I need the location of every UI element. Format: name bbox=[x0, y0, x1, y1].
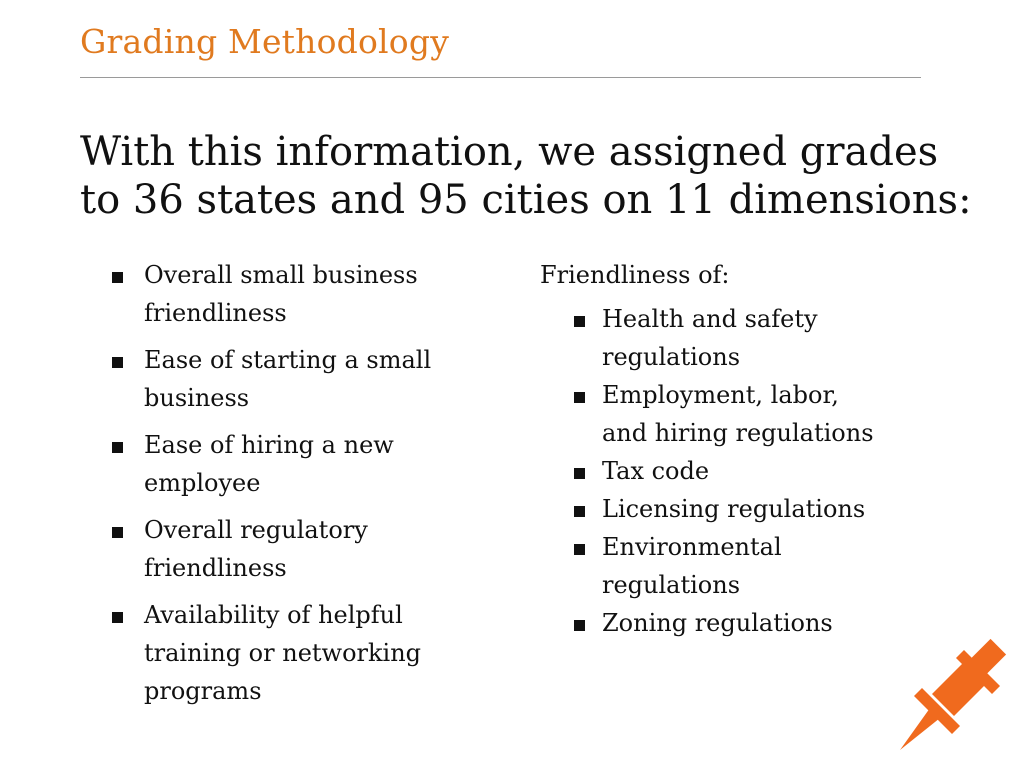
square-bullet-icon bbox=[112, 442, 123, 453]
list-item-text: Environmental regulations bbox=[602, 533, 782, 599]
square-bullet-icon bbox=[574, 544, 585, 555]
list-item-text: Overall regulatory friendliness bbox=[144, 516, 368, 582]
left-column bbox=[110, 256, 490, 719]
list-item-text: Ease of hiring a new employee bbox=[144, 431, 394, 497]
list-item bbox=[572, 452, 880, 490]
headline: With this information, we assigned grades to 36 states and 95 cities on 11 dimensions: bbox=[80, 129, 972, 223]
dimension-list-right bbox=[572, 300, 880, 642]
right-column bbox=[540, 256, 880, 642]
list-item bbox=[110, 341, 490, 417]
square-bullet-icon bbox=[574, 392, 585, 403]
square-bullet-icon bbox=[574, 468, 585, 479]
list-item-text: Employment, labor, and hiring regulations bbox=[602, 381, 874, 447]
list-item-text: Ease of starting a small business bbox=[144, 346, 432, 412]
list-item bbox=[572, 604, 880, 642]
list-item bbox=[110, 426, 490, 502]
square-bullet-icon bbox=[574, 620, 585, 631]
list-item bbox=[572, 490, 880, 528]
title-rule bbox=[80, 77, 921, 78]
square-bullet-icon bbox=[112, 357, 123, 368]
square-bullet-icon bbox=[112, 612, 123, 623]
list-item bbox=[572, 528, 880, 604]
list-item bbox=[572, 376, 880, 452]
list-item-text: Health and safety regulations bbox=[602, 305, 818, 371]
list-item bbox=[572, 300, 880, 376]
list-item-text: Tax code bbox=[602, 457, 710, 485]
dimension-list-left bbox=[110, 256, 490, 710]
square-bullet-icon bbox=[574, 506, 585, 517]
square-bullet-icon bbox=[112, 272, 123, 283]
list-item-text: Licensing regulations bbox=[602, 495, 866, 523]
list-item-text: Availability of helpful training or networking programs bbox=[144, 601, 422, 705]
list-item bbox=[110, 596, 490, 710]
list-item-text: Overall small business friendliness bbox=[144, 261, 418, 327]
square-bullet-icon bbox=[112, 527, 123, 538]
friendliness-heading: Friendliness of: bbox=[540, 261, 730, 289]
list-item bbox=[110, 511, 490, 587]
frame-title: Grading Methodology bbox=[80, 22, 450, 61]
square-bullet-icon bbox=[574, 316, 585, 327]
list-item bbox=[110, 256, 490, 332]
pushpin-icon bbox=[894, 636, 1014, 756]
list-item-text: Zoning regulations bbox=[602, 609, 833, 637]
